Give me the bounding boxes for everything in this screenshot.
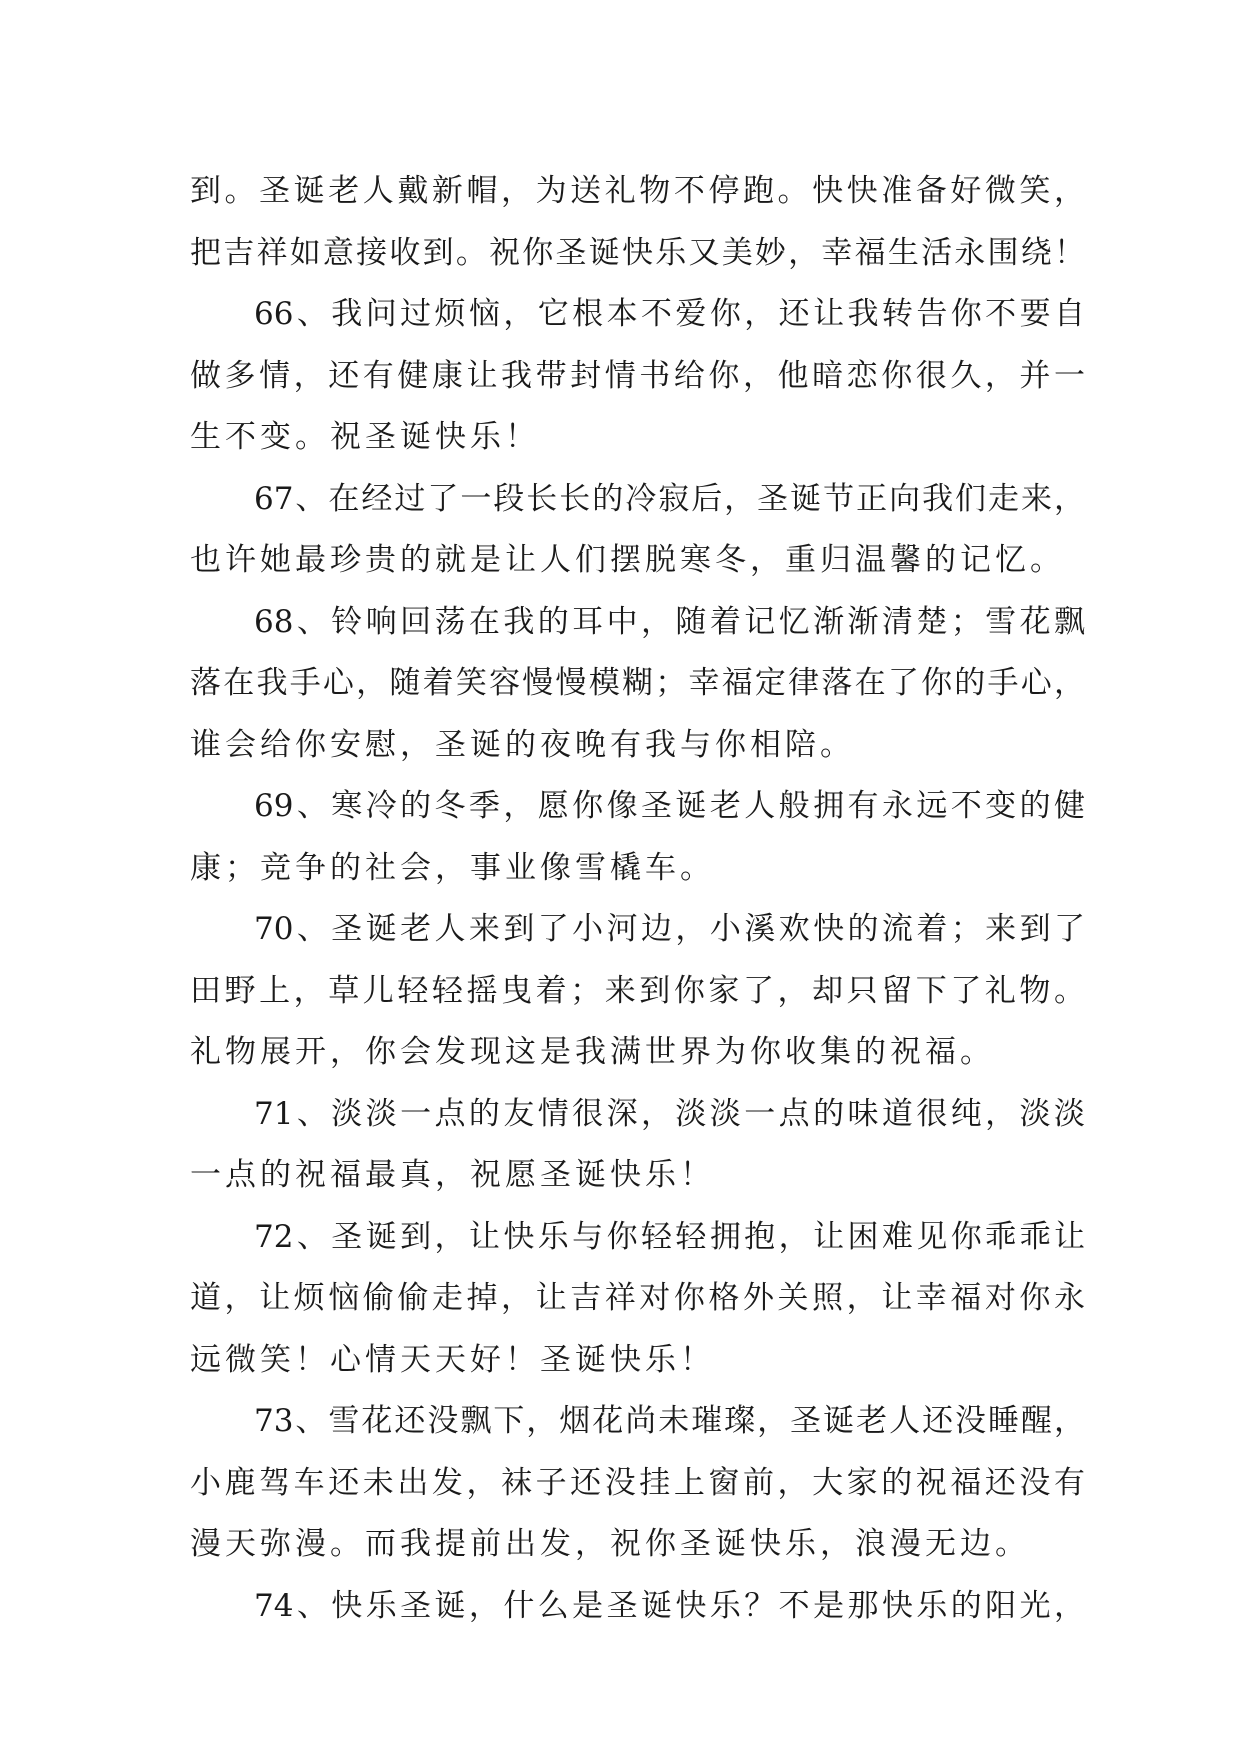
text-line: 做多情，还有健康让我带封情书给你，他暗恋你很久，并一 — [190, 357, 1085, 394]
text-line: 74、快乐圣诞，什么是圣诞快乐？不是那快乐的阳光， — [254, 1587, 1085, 1624]
paragraph-67 — [190, 469, 1085, 592]
paragraph-71 — [190, 1084, 1085, 1207]
text-line: 66、我问过烦恼，它根本不爱你，还让我转告你不要自 — [254, 296, 1085, 332]
text-line: 把吉祥如意接收到。祝你圣诞快乐又美妙，幸福生活永围绕！ — [190, 234, 1085, 271]
text-line: 道，让烦恼偷偷走掉，让吉祥对你格外关照，让幸福对你永 — [190, 1280, 1085, 1316]
text-line: 田野上，草儿轻轻摇曳着；来到你家了，却只留下了礼物。 — [190, 972, 1085, 1009]
paragraph-70 — [190, 899, 1085, 1084]
text-line: 70、圣诞老人来到了小河边，小溪欢快的流着；来到了 — [254, 911, 1085, 947]
text-line: 73、雪花还没飘下，烟花尚未璀璨，圣诞老人还没睡醒， — [254, 1403, 1085, 1439]
paragraph-74 — [190, 1576, 1085, 1638]
paragraph-73 — [190, 1391, 1085, 1576]
text-line: 也许她最珍贵的就是让人们摆脱寒冬，重归温馨的记忆。 — [190, 542, 1065, 578]
text-line: 67、在经过了一段长长的冷寂后，圣诞节正向我们走来， — [254, 480, 1085, 517]
text-line: 谁会给你安慰，圣诞的夜晚有我与你相陪。 — [190, 726, 855, 763]
text-line: 到。圣诞老人戴新帽，为送礼物不停跑。快快准备好微笑， — [190, 173, 1085, 209]
text-line: 小鹿驾车还未出发，袜子还没挂上窗前，大家的祝福还没有 — [190, 1464, 1085, 1501]
text-line: 71、淡淡一点的友情很深，淡淡一点的味道很纯，淡淡 — [254, 1095, 1085, 1132]
text-line: 落在我手心，随着笑容慢慢模糊；幸福定律落在了你的手心， — [190, 665, 1085, 701]
text-line: 72、圣诞到，让快乐与你轻轻拥抱，让困难见你乖乖让 — [254, 1218, 1085, 1255]
text-line: 漫天弥漫。而我提前出发，祝你圣诞快乐，浪漫无边。 — [190, 1526, 1030, 1562]
text-line: 远微笑！心情天天好！圣诞快乐！ — [190, 1341, 715, 1378]
paragraph-69 — [190, 776, 1085, 899]
text-line: 68、铃响回荡在我的耳中，随着记忆渐渐清楚；雪花飘 — [254, 603, 1085, 640]
paragraph-72 — [190, 1207, 1085, 1392]
document-body — [190, 161, 1085, 1637]
paragraph-65-continued — [190, 161, 1085, 284]
paragraph-66 — [190, 284, 1085, 469]
paragraph-68 — [190, 592, 1085, 777]
text-line: 69、寒冷的冬季，愿你像圣诞老人般拥有永远不变的健 — [254, 788, 1085, 824]
text-line: 一点的祝福最真，祝愿圣诞快乐！ — [190, 1157, 715, 1193]
text-line: 生不变。祝圣诞快乐！ — [190, 419, 540, 455]
text-line: 康；竞争的社会，事业像雪橇车。 — [190, 849, 715, 886]
text-line: 礼物展开，你会发现这是我满世界为你收集的祝福。 — [190, 1034, 995, 1070]
